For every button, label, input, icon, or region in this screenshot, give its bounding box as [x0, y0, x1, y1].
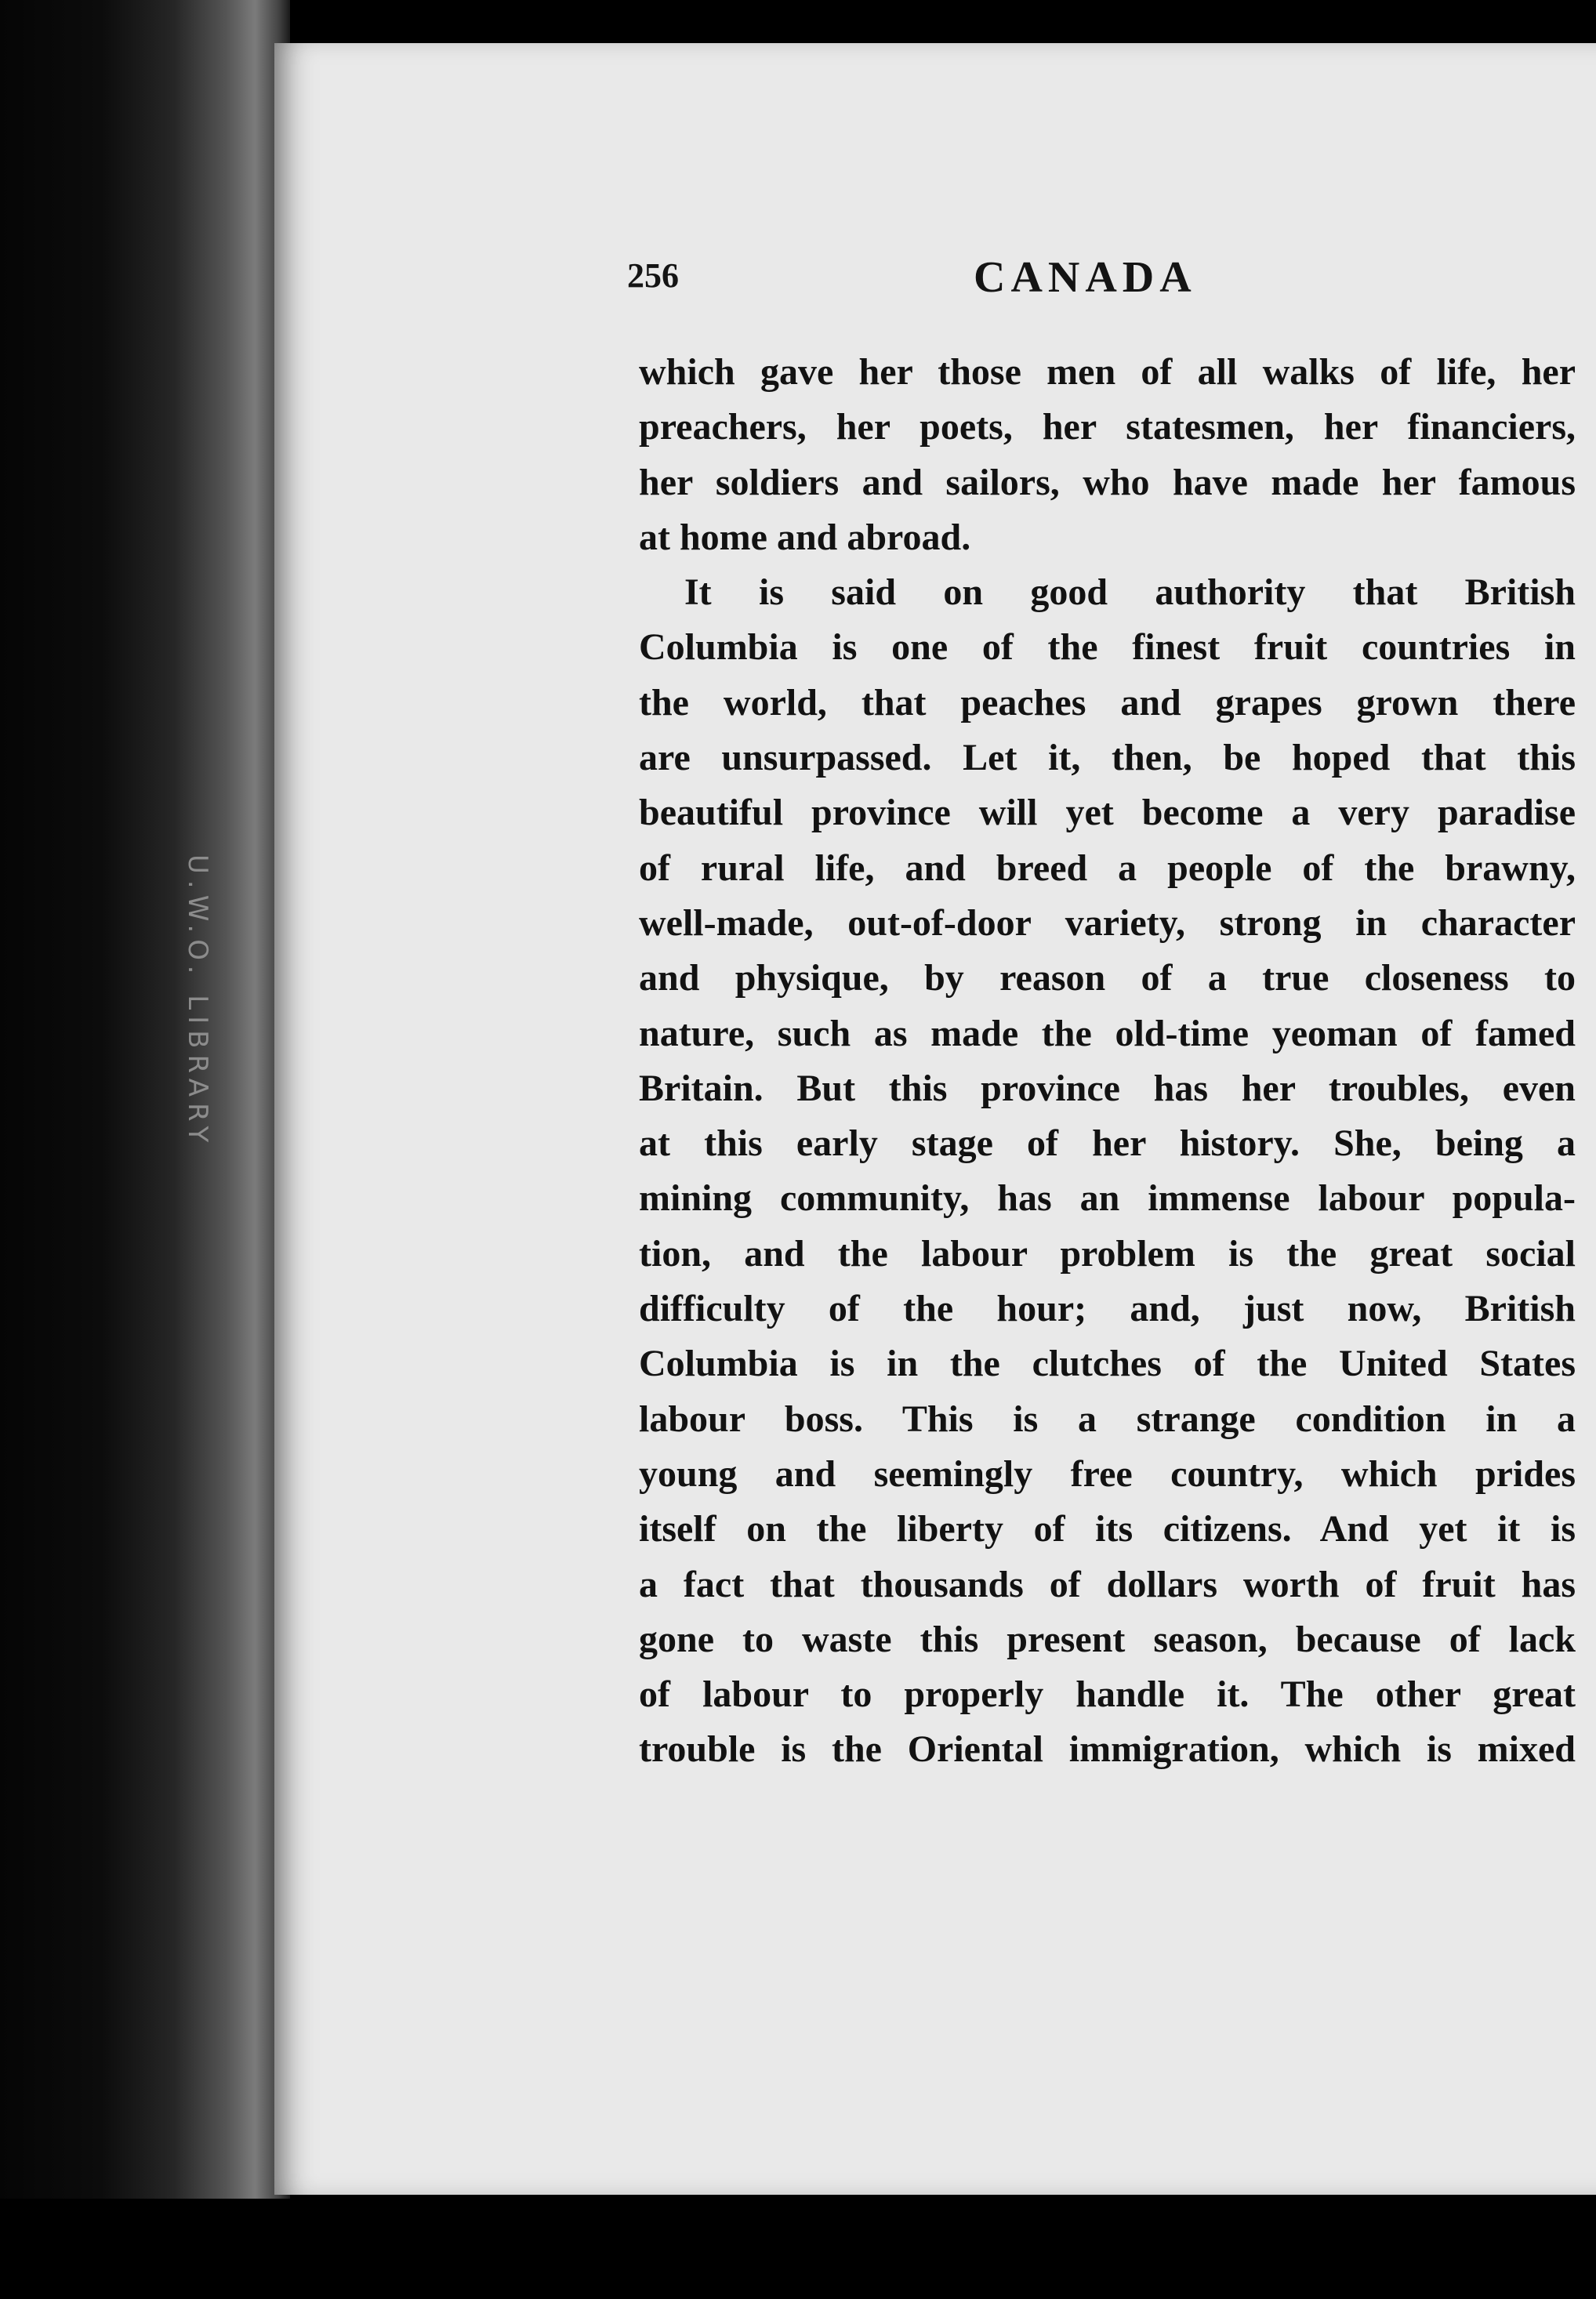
text-line: beautiful province will yet become a very paradise: [639, 792, 1576, 834]
text-line: of rural life, and breed a people of the brawny,: [639, 847, 1576, 889]
text-line: and physique, by reason of a true closeness to: [639, 957, 1576, 999]
text-line: of labour to properly handle it. The other great: [639, 1673, 1576, 1716]
text-line: trouble is the Oriental immigration, which is mixed: [639, 1728, 1576, 1771]
running-title: CANADA: [974, 253, 1197, 302]
text-line: It is said on good authority that British: [684, 571, 1576, 614]
text-line: at home and abroad.: [639, 516, 971, 558]
running-head: [627, 252, 1568, 315]
text-line: tion, and the labour problem is the great social: [639, 1232, 1576, 1275]
text-line: young and seemingly free country, which prides: [639, 1452, 1576, 1495]
text-line: the world, that peaches and grapes grown there: [639, 681, 1576, 723]
paragraph: [639, 345, 1576, 565]
page-number: 256: [627, 256, 679, 295]
body-text: [639, 345, 1576, 1778]
text-line: gone to waste this present season, because of lack: [639, 1618, 1576, 1660]
text-line: preachers, her poets, her statesmen, her financiers,: [639, 406, 1576, 448]
text-line: Britain. But this province has her troubles, even: [639, 1067, 1576, 1109]
text-line: Columbia is in the clutches of the United States: [639, 1343, 1576, 1385]
text-line: nature, such as made the old-time yeoman of famed: [639, 1012, 1576, 1054]
text-line: difficulty of the hour; and, just now, British: [639, 1288, 1576, 1330]
text-line: Columbia is one of the finest fruit countries in: [639, 626, 1576, 669]
text-line: which gave her those men of all walks of life, her: [639, 351, 1576, 393]
paragraph: [639, 565, 1576, 1778]
text-line: at this early stage of her history. She, being a: [639, 1122, 1576, 1165]
text-line: itself on the liberty of its citizens. And yet it is: [639, 1508, 1576, 1550]
text-line: labour boss. This is a strange condition in a: [639, 1398, 1576, 1440]
book-spine: [0, 0, 290, 2299]
text-line: are unsurpassed. Let it, then, be hoped that this: [639, 737, 1576, 779]
scan-border: [0, 2199, 1596, 2299]
text-line: a fact that thousands of dollars worth of fruit has: [639, 1563, 1576, 1605]
text-line: well-made, out-of-door variety, strong in character: [639, 901, 1576, 944]
text-line: mining community, has an immense labour popula-: [639, 1177, 1576, 1220]
text-line: her soldiers and sailors, who have made her famous: [639, 461, 1576, 503]
library-stamp: U.W.O. LIBRARY: [182, 854, 213, 1149]
